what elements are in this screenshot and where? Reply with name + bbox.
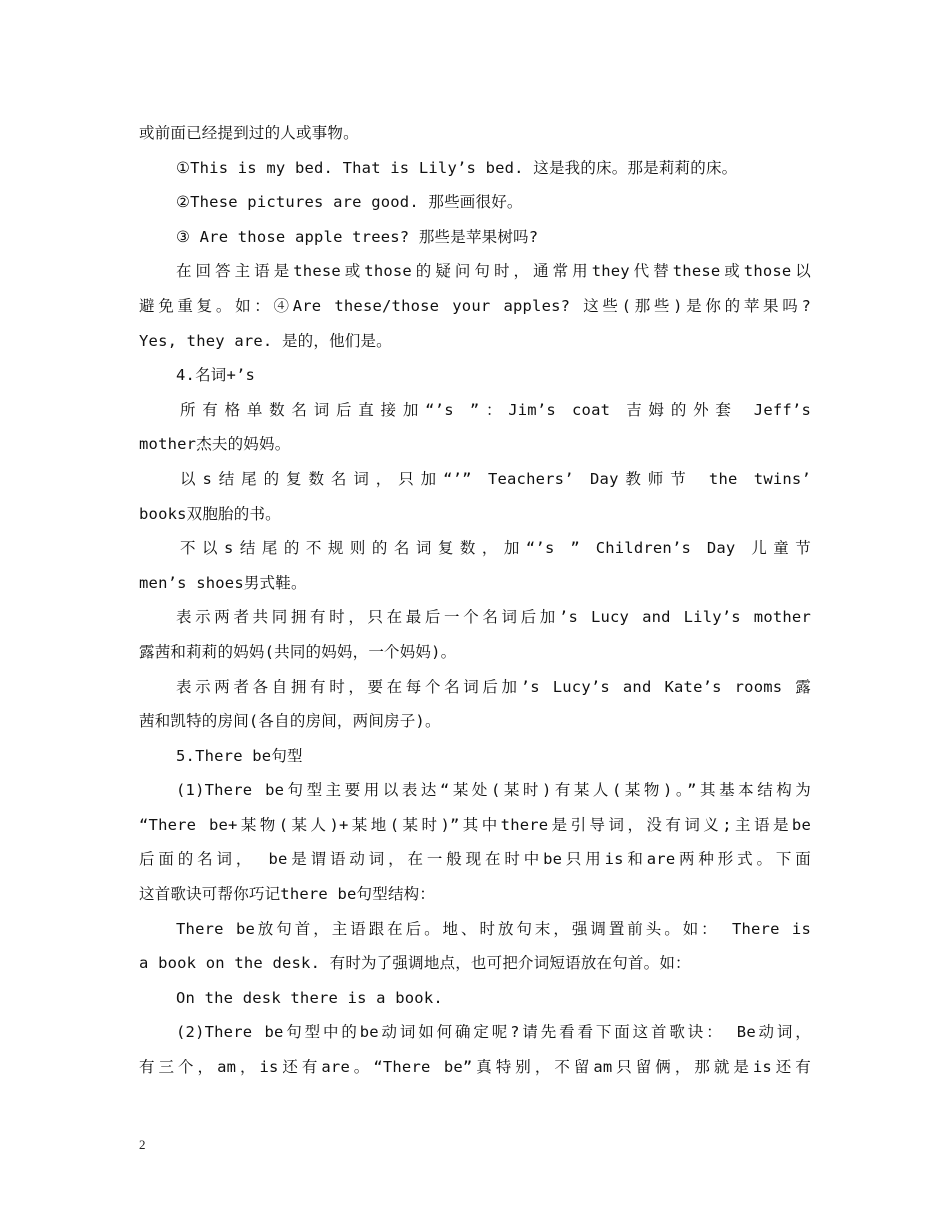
paragraph-line: Yes, they are. 是的，他们是。 xyxy=(139,331,392,350)
paragraph-line: books双胞胎的书。 xyxy=(139,504,281,523)
paragraph-line: “There be+某物(某人)+某地(某时)”其中there是引导词，没有词义;主语是be xyxy=(139,815,811,834)
paragraph-line: 以s结尾的复数名词，只加“’” Teachers’ Day教师节 the twins’ xyxy=(180,469,811,488)
paragraph-line: mother杰夫的妈妈。 xyxy=(139,435,291,454)
paragraph-line: 避免重复。如：④Are these/those your apples? 这些(那些)是你的苹果吗? xyxy=(139,296,811,315)
paragraph-line: 不以s结尾的不规则的名词复数，加“’s ” Children’s Day 儿童节 xyxy=(180,539,811,558)
paragraph-line: 表示两者各自拥有时，要在每个名词后加’s Lucy’s and Kate’s rooms 露 xyxy=(176,677,811,696)
paragraph-line: 在回答主语是these或those的疑问句时，通常用they代替these或those以 xyxy=(176,262,811,281)
paragraph-line: (1)There be句型主要用以表达“某处(某时)有某人(某物)。”其基本结构为 xyxy=(176,781,811,800)
paragraph-line: 后面的名词， be是谓语动词，在一般现在时中be只用is和are两种形式。下面 xyxy=(139,850,811,869)
text-line: 或前面已经提到过的人或事物。 xyxy=(139,124,359,142)
paragraph-line: 露茜和莉莉的妈妈(共同的妈妈，一个妈妈)。 xyxy=(139,642,457,661)
paragraph-line: 这首歌诀可帮你巧记there be句型结构： xyxy=(139,885,436,904)
document-body xyxy=(139,116,811,1085)
paragraph-line: There be放句首，主语跟在后。地、时放句末，强调置前头。如： There is xyxy=(176,919,811,938)
page-number: 2 xyxy=(139,1137,146,1152)
paragraph-line: a book on the desk. 有时为了强调地点，也可把介词短语放在句首。如： xyxy=(139,954,691,973)
section-heading: 5.There be句型 xyxy=(176,746,303,765)
example-line: ①This is my bed. That is Lily’s bed. 这是我的床。那是莉莉的床。 xyxy=(176,158,738,177)
paragraph-line: (2)There be句型中的be动词如何确定呢?请先看看下面这首歌诀： Be动词， xyxy=(176,1023,811,1042)
example-line: ②These pictures are good. 那些画很好。 xyxy=(176,193,523,212)
paragraph-line: men’s shoes男式鞋。 xyxy=(139,573,307,592)
paragraph-line: 茜和凯特的房间(各自的房间，两间房子)。 xyxy=(139,712,441,731)
example-line: ③ Are those apple trees? 那些是苹果树吗? xyxy=(176,227,539,246)
paragraph-line: 所有格单数名词后直接加“’s ”：Jim’s coat 吉姆的外套 Jeff’s xyxy=(180,400,811,419)
paragraph-line: 有三个，am，is还有are。“There be”真特别，不留am只留俩，那就是is还有 xyxy=(139,1058,811,1077)
paragraph-line: 表示两者共同拥有时，只在最后一个名词后加’s Lucy and Lily’s mother xyxy=(176,608,811,627)
example-line: On the desk there is a book. xyxy=(176,988,443,1007)
section-heading: 4.名词+’s xyxy=(176,366,256,385)
